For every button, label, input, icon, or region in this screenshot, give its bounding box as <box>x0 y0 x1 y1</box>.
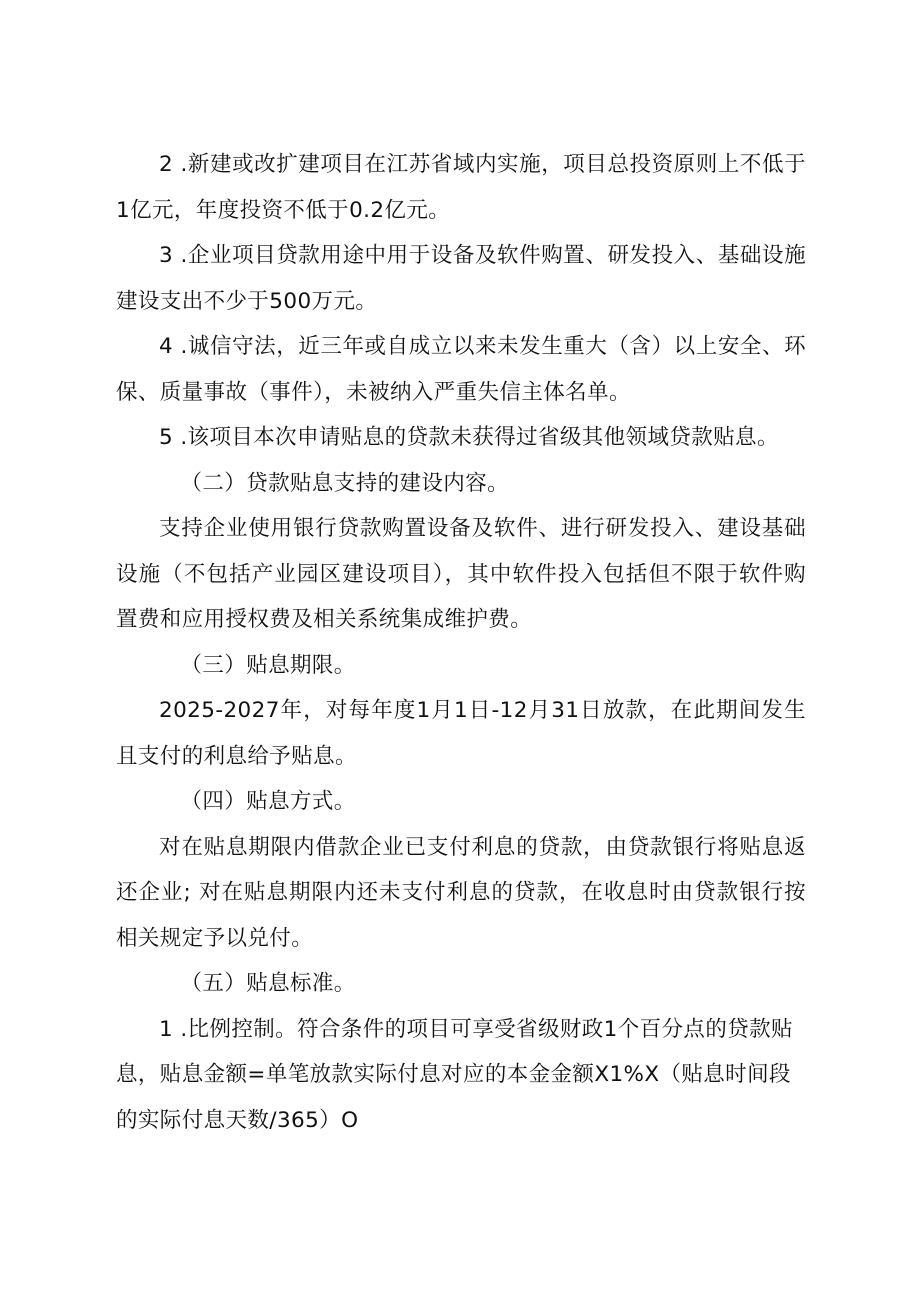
paragraph-item-2: 2 .新建或改扩建项目在江苏省域内实施，项目总投资原则上不低于1亿元，年度投资不低于0.2亿元。 <box>116 152 806 223</box>
paragraph-item-5: 5 .该项目本次申请贴息的贷款未获得过省级其他领域贷款贴息。 <box>159 425 779 450</box>
paragraph-subsidy-period: 2025-2027年，对每年度1月1日-12月31日放款，在此期间发生且支付的利息给予贴息。 <box>116 698 806 769</box>
section-heading-3: （三）贴息期限。 <box>180 652 356 678</box>
paragraph-item-3: 3 .企业项目贷款用途中用于设备及软件购置、研发投入、基础设施建设支出不少于500万元。 <box>116 243 806 314</box>
section-heading-5: （五）贴息标准。 <box>180 971 356 996</box>
section-heading-2: （二）贷款贴息支持的建设内容。 <box>180 470 510 496</box>
paragraph-construction-content: 支持企业使用银行贷款购置设备及软件、进行研发投入、建设基础设施（不包括产业园区建设项目），其中软件投入包括但不限于软件购置费和应用授权费及相关系统集成维护费。 <box>116 516 806 632</box>
section-heading-4: （四）贴息方式。 <box>180 789 356 814</box>
paragraph-ratio-control: 1 .比例控制。符合条件的项目可享受省级财政1个百分点的贷款贴息，贴息金额=单笔放款实际付息对应的本金金额X1%X（贴息时间段的实际付息天数/365）O <box>116 1016 793 1133</box>
paragraph-subsidy-method: 对在贴息期限内借款企业已支付利息的贷款，由贷款银行将贴息返还企业; 对在贴息期限内还未支付利息的贷款，在收息时由贷款银行按相关规定予以兑付。 <box>116 834 806 951</box>
document-body <box>116 142 806 1143</box>
paragraph-item-4: 4 .诚信守法，近三年或自成立以来未发生重大（含）以上安全、环保、质量事故（事件），未被纳入严重失信主体名单。 <box>116 334 806 405</box>
